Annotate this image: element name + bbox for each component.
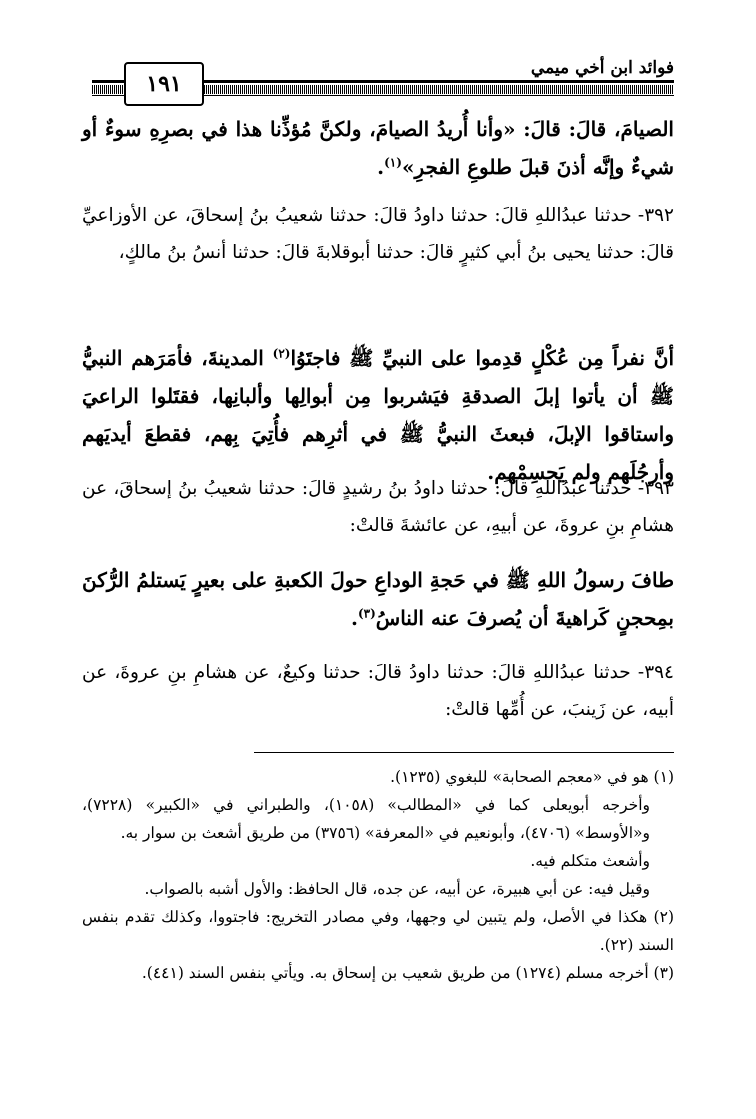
isnad-text: ٣٩٤- حدثنا عبدُاللهِ قالَ: حدثنا داودُ قالَ: حدثنا وكيعٌ، عن هشامِ بنِ عروةَ، عن أبيه، عن زَينبَ، عن أُمِّها قالتْ: (82, 662, 674, 720)
footnote-ref-2: (٢) (272, 346, 291, 361)
footnotes (82, 763, 674, 987)
paragraph-continuation (82, 110, 674, 186)
paragraph-text: الصيامَ، قالَ: قالَ: «وأنا أُريدُ الصيامَ، ولكنَّ مُؤذِّنا هذا في بصرِهِ سوءٌ أو شيءٌ وإنَّه أذنَ قبلَ طلوعِ الفجرِ» (82, 117, 674, 179)
footnote-ref-3: (٣) (357, 606, 376, 621)
page-number (124, 62, 204, 106)
running-title: فوائد ابن أخي ميمي (530, 58, 674, 78)
isnad-394 (82, 654, 674, 728)
matn-text-b: المدينةَ، فأمَرَهم النبيُّ ﷺ أن يأتوا إبلَ الصدقةِ فيَشربوا مِن أبوالِها وألبانِها، فقتَلوا الراعيَ واستاقوا الإبلَ، فبعثَ النبيُّ ﷺ في أثرِهم فأُتِيَ بِهم، فقطعَ أيديَهم وأرجُلَهم ولم يَحسِمْهم. (82, 346, 674, 484)
page-number-text: ١٩١ (146, 71, 182, 97)
footnote-3: (٣) أخرجه مسلم (١٢٧٤) من طريق شعيب بن إسحاق به. ويأتي بنفس السند (٤٤١). (141, 964, 674, 982)
footnote-1: (١) هو في «معجم الصحابة» للبغوي (١٢٣٥). (390, 768, 674, 786)
footnote-1-note: وأشعث متكلم فيه. (530, 852, 650, 870)
footnote-2: (٢) هكذا في الأصل، ولم يتبين لي وجهها، وفي مصادر التخريج: فاجتووا، وكذلك تقدم بنفس السند (٢٢). (82, 908, 674, 954)
matn-393 (82, 561, 674, 637)
matn-text-a: أنَّ نفراً مِن عُكْلٍ قدِموا على النبيِّ ﷺ فاجتَوُا (290, 346, 675, 370)
isnad-text: ٣٩٢- حدثنا عبدُاللهِ قالَ: حدثنا داودُ قالَ: حدثنا شعيبُ بنُ إسحاقَ، عن الأوزاعيِّ قالَ: حدثنا يحيى بنُ أبي كثيرٍ قالَ: حدثنا أبوقلابةَ قالَ: حدثنا أنسُ بنُ مالكٍ، (82, 205, 674, 263)
isnad-393 (82, 470, 674, 544)
isnad-text: ٣٩٣- حدثنا عبدُاللهِ قالَ: حدثنا داودُ بنُ رشيدٍ قالَ: حدثنا شعيبُ بنُ إسحاقَ، عن هشامِ بنِ عروةَ، عن أبيهِ، عن عائشةَ قالتْ: (82, 478, 674, 536)
footnote-1-detail: وأخرجه أبويعلى كما في «المطالب» (١٠٥٨)، والطبراني في «الكبير» (٧٢٢٨)، و«الأوسط» (٤٧٠٦)، وأبونعيم في «المعرفة» (٣٧٥٦) من طريق أشعث بن سوار به. (82, 796, 651, 842)
isnad-392 (82, 197, 674, 271)
footnote-ref-1: (١) (384, 155, 402, 170)
paragraph-end: . (377, 155, 385, 179)
footnote-1-variant: وقيل فيه: عن أبي هبيرة، عن أبيه، عن جده، قال الحافظ: والأول أشبه بالصواب. (144, 880, 650, 898)
matn-text: طافَ رسولُ اللهِ ﷺ في حَجةِ الوداعِ حولَ الكعبةِ على بعيرٍ يَستلمُ الرُّكنَ بمِحجنٍ كَراهيةَ أن يُصرفَ عنه الناسُ (82, 568, 674, 630)
matn-392 (82, 339, 674, 491)
footnote-separator (254, 752, 674, 753)
matn-end: . (350, 606, 358, 630)
